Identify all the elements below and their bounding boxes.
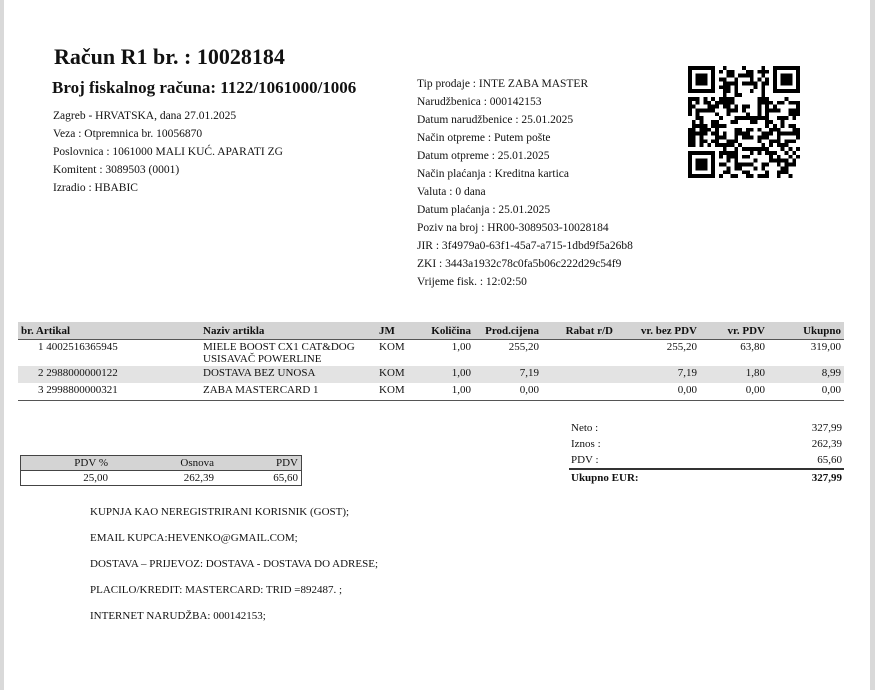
cell-artikal: 3 2998800000321 (18, 383, 200, 401)
invoice-page (4, 0, 870, 690)
vat-rate: 25,00 (21, 471, 112, 486)
cell-rabat (542, 383, 616, 401)
issuer-info (53, 107, 283, 197)
vat-amount-header: PDV (217, 456, 302, 471)
vat-base: 262,39 (111, 471, 217, 486)
total-label: PDV : (571, 454, 599, 466)
cell-rabat (542, 340, 616, 367)
info-line: Tip prodaje : INTE ZABA MASTER (417, 78, 589, 90)
col-bez-pdv: vr. bez PDV (616, 322, 700, 340)
info-line: Zagreb - HRVATSKA, dana 27.01.2025 (53, 110, 237, 122)
total-row (569, 436, 844, 452)
info-line: Veza : Otpremnica br. 10056870 (53, 128, 203, 140)
total-label: Neto : (571, 422, 599, 434)
total-value: 327,99 (811, 422, 842, 434)
info-line: Poziv na broj : HR00-3089503-10028184 (417, 222, 609, 234)
totals-table (569, 420, 844, 486)
grand-total-label: Ukupno EUR: (569, 469, 755, 486)
cell-cijena: 255,20 (508, 341, 539, 353)
note-line: INTERNET NARUDŽBA: 000142153; (90, 610, 266, 622)
cell-ukupno: 319,00 (810, 341, 841, 353)
order-info (417, 75, 633, 291)
col-artikal: br. Artikal (18, 322, 200, 340)
info-line: Poslovnica : 1061000 MALI KUĆ. APARATI ZG (53, 146, 283, 158)
total-value: 65,60 (817, 454, 842, 466)
vat-base-header: Osnova (111, 456, 217, 471)
total-row (569, 420, 844, 436)
col-naziv: Naziv artikla (200, 322, 376, 340)
total-label: Iznos : (571, 438, 601, 450)
item-name-2: USISAVAČ POWERLINE (203, 353, 322, 365)
notes (90, 506, 378, 636)
cell-jm: KOM (376, 366, 418, 383)
cell-naziv: ZABA MASTERCARD 1 (200, 383, 376, 401)
info-line: Datum otpreme : 25.01.2025 (417, 150, 550, 162)
cell-bez-pdv: 255,20 (666, 341, 697, 353)
items-header-row (18, 322, 844, 340)
cell-kolicina: 1,00 (418, 383, 474, 401)
info-line: Izradio : HBABIC (53, 182, 138, 194)
note-line: EMAIL KUPCA:HEVENKO@GMAIL.COM; (90, 532, 298, 544)
info-line: JIR : 3f4979a0-63f1-45a7-a715-1dbd9f5a26b8 (417, 240, 633, 252)
vat-summary-table (20, 455, 302, 486)
col-cijena: Prod.cijena (474, 322, 542, 340)
info-line: Narudžbenica : 000142153 (417, 96, 542, 108)
cell-pdv: 63,80 (740, 341, 765, 353)
note-line: KUPNJA KAO NEREGISTRIRANI KORISNIK (GOST); (90, 506, 350, 518)
info-line: Način otpreme : Putem pošte (417, 132, 551, 144)
info-line: Datum plaćanja : 25.01.2025 (417, 204, 551, 216)
col-pdv: vr. PDV (700, 322, 768, 340)
table-row (18, 366, 844, 383)
total-row (569, 452, 844, 469)
vat-header-row (21, 456, 302, 471)
cell-cijena: 0,00 (474, 383, 542, 401)
col-jm: JM (376, 322, 418, 340)
cell-kolicina: 1,00 (418, 366, 474, 383)
cell-artikal: 1 4002516365945 (38, 341, 118, 353)
note-line: PLACILO/KREDIT: MASTERCARD: TRID =892487. ; (90, 584, 343, 596)
cell-pdv: 0,00 (700, 383, 768, 401)
items-table (18, 322, 844, 401)
cell-jm: KOM (379, 341, 405, 353)
vat-row (21, 471, 302, 486)
cell-ukupno: 0,00 (768, 383, 844, 401)
vat-rate-header: PDV % (21, 456, 112, 471)
table-row (18, 383, 844, 401)
cell-pdv: 1,80 (700, 366, 768, 383)
grand-total-row (569, 469, 844, 486)
cell-bez-pdv: 0,00 (616, 383, 700, 401)
info-line: Komitent : 3089503 (0001) (53, 164, 180, 176)
col-ukupno: Ukupno (768, 322, 844, 340)
cell-cijena: 7,19 (474, 366, 542, 383)
info-line: Vrijeme fisk. : 12:02:50 (417, 276, 527, 288)
grand-total-value: 327,99 (755, 469, 844, 486)
cell-bez-pdv: 7,19 (616, 366, 700, 383)
vat-amount: 65,60 (217, 471, 302, 486)
total-value: 262,39 (811, 438, 842, 450)
info-line: Način plaćanja : Kreditna kartica (417, 168, 569, 180)
table-row (18, 340, 844, 367)
cell-naziv (200, 340, 376, 367)
cell-jm: KOM (376, 383, 418, 401)
note-line: DOSTAVA – PRIJEVOZ: DOSTAVA - DOSTAVA DO ADRESE; (90, 558, 379, 570)
item-name: MIELE BOOST CX1 CAT&DOG (203, 341, 355, 353)
invoice-title: Račun R1 br. : 10028184 (54, 44, 285, 69)
fiscal-number: Broj fiskalnog računa: 1122/1061000/1006 (52, 78, 357, 97)
info-line: Datum narudžbenice : 25.01.2025 (417, 114, 574, 126)
cell-kolicina: 1,00 (451, 341, 471, 353)
cell-artikal: 2 2988000000122 (18, 366, 200, 383)
col-kolicina: Količina (418, 322, 474, 340)
cell-ukupno: 8,99 (768, 366, 844, 383)
cell-rabat (542, 366, 616, 383)
info-line: Valuta : 0 dana (417, 186, 486, 198)
qr-code (688, 66, 800, 178)
col-rabat: Rabat r/D (542, 322, 616, 340)
cell-naziv: DOSTAVA BEZ UNOSA (200, 366, 376, 383)
info-line: ZKI : 3443a1932c78c0fa5b06c222d29c54f9 (417, 258, 622, 270)
